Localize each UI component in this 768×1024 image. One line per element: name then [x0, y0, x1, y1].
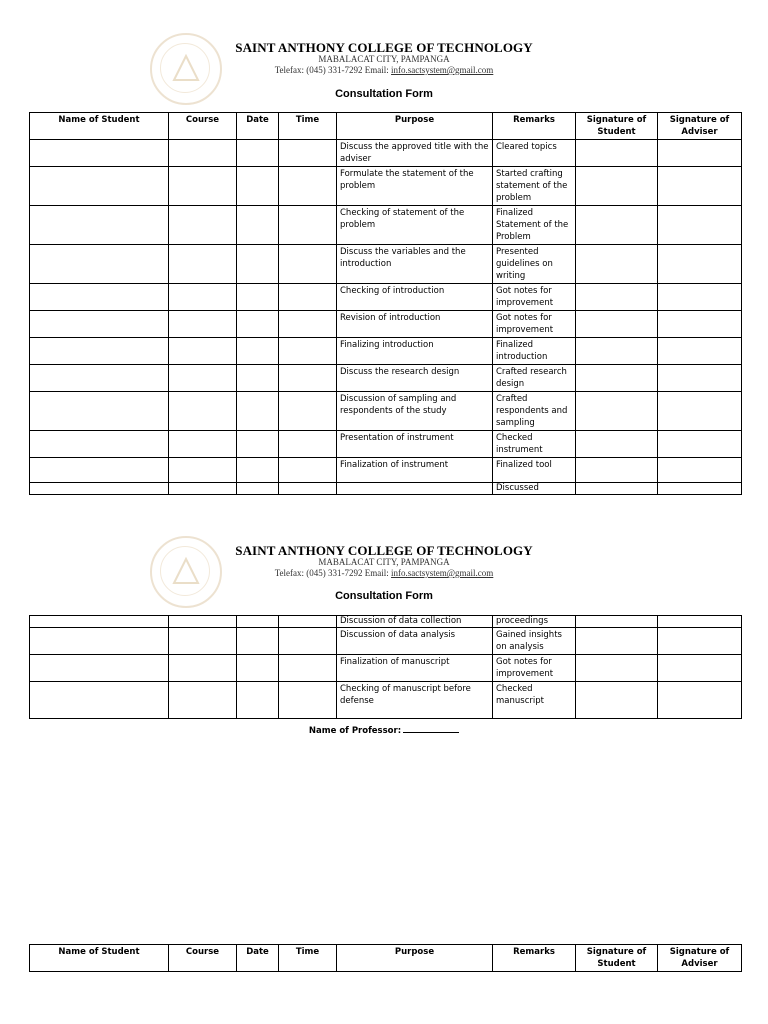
- college-location: MABALACAT CITY, PAMPANGA: [318, 557, 450, 567]
- col-header-time: Time: [279, 945, 337, 972]
- cell-course[interactable]: [169, 311, 237, 338]
- consultation-table-page-3: [29, 944, 742, 972]
- cell-adviser-signature[interactable]: [658, 206, 742, 245]
- cell-remarks: Gained insights on analysis: [493, 628, 576, 655]
- col-header-student-signature: Signature of Student: [576, 113, 658, 140]
- cell-adviser-signature[interactable]: [658, 338, 742, 365]
- cell-student-signature[interactable]: [576, 458, 658, 483]
- cell-adviser-signature[interactable]: [658, 628, 742, 655]
- cell-adviser-signature[interactable]: [658, 655, 742, 682]
- col-header-adviser-signature: Signature of Adviser: [658, 945, 742, 972]
- professor-label: Name of Professor:: [308, 726, 402, 736]
- col-header-date: Date: [237, 945, 279, 972]
- cell-remarks: Finalized introduction: [493, 338, 576, 365]
- cell-name[interactable]: [30, 167, 169, 206]
- table-row: [30, 365, 742, 392]
- cell-course[interactable]: [169, 365, 237, 392]
- contact-email-link[interactable]: info.sactsystem@gmail.com: [391, 65, 494, 75]
- cell-course[interactable]: [169, 206, 237, 245]
- cell-purpose: Discuss the approved title with the adviser: [337, 140, 493, 167]
- cell-time[interactable]: [279, 655, 337, 682]
- cell-purpose: Discuss the research design: [337, 365, 493, 392]
- cell-time[interactable]: [279, 284, 337, 311]
- cell-purpose: Discussion of data analysis: [337, 628, 493, 655]
- cell-time[interactable]: [279, 431, 337, 458]
- col-header-course: Course: [169, 113, 237, 140]
- cell-date[interactable]: [237, 628, 279, 655]
- cell-date[interactable]: [237, 655, 279, 682]
- table-row: [30, 458, 742, 483]
- cell-purpose: [337, 483, 493, 495]
- table-row: [30, 616, 742, 628]
- cell-student-signature[interactable]: [576, 167, 658, 206]
- cell-remarks: Got notes for improvement: [493, 284, 576, 311]
- cell-course[interactable]: [169, 284, 237, 311]
- college-name: SAINT ANTHONY COLLEGE OF TECHNOLOGY: [235, 40, 533, 55]
- cell-student-signature[interactable]: [576, 311, 658, 338]
- cell-adviser-signature[interactable]: [658, 284, 742, 311]
- consultation-table: [29, 112, 742, 495]
- cell-remarks: Discussed: [493, 483, 576, 495]
- cell-adviser-signature[interactable]: [658, 431, 742, 458]
- cell-time[interactable]: [279, 392, 337, 431]
- table-row: [30, 311, 742, 338]
- cell-student-signature[interactable]: [576, 682, 658, 719]
- cell-adviser-signature[interactable]: [658, 245, 742, 284]
- cell-purpose: Discuss the variables and the introduction: [337, 245, 493, 284]
- cell-purpose: Formulate the statement of the problem: [337, 167, 493, 206]
- cell-purpose: Finalization of manuscript: [337, 655, 493, 682]
- table-row: [30, 167, 742, 206]
- table-row: [30, 655, 742, 682]
- col-header-purpose: Purpose: [337, 945, 493, 972]
- cell-course[interactable]: [169, 392, 237, 431]
- col-header-name: Name of Student: [30, 113, 169, 140]
- col-header-student-signature: Signature of Student: [576, 945, 658, 972]
- table-row: [30, 628, 742, 655]
- cell-student-signature[interactable]: [576, 483, 658, 495]
- cell-date[interactable]: [237, 616, 279, 628]
- cell-name[interactable]: [30, 655, 169, 682]
- table-row: [30, 431, 742, 458]
- professor-name-field: [0, 724, 768, 736]
- cell-date[interactable]: [237, 206, 279, 245]
- cell-purpose: Checking of statement of the problem: [337, 206, 493, 245]
- cell-course[interactable]: [169, 245, 237, 284]
- cell-adviser-signature[interactable]: [658, 365, 742, 392]
- table-row: [30, 483, 742, 495]
- table-row: [30, 140, 742, 167]
- college-contact: [0, 65, 768, 75]
- cell-purpose: Checking of manuscript before defense: [337, 682, 493, 719]
- cell-remarks: Got notes for improvement: [493, 655, 576, 682]
- college-name: SAINT ANTHONY COLLEGE OF TECHNOLOGY: [235, 543, 533, 558]
- cell-name[interactable]: [30, 458, 169, 483]
- form-title: Consultation Form: [335, 88, 433, 100]
- cell-name[interactable]: [30, 245, 169, 284]
- cell-time[interactable]: [279, 365, 337, 392]
- cell-date[interactable]: [237, 392, 279, 431]
- cell-remarks: Finalized tool: [493, 458, 576, 483]
- cell-student-signature[interactable]: [576, 338, 658, 365]
- contact-email-link[interactable]: info.sactsystem@gmail.com: [391, 568, 494, 578]
- form-title: Consultation Form: [335, 590, 433, 602]
- cell-name[interactable]: [30, 616, 169, 628]
- table-row: [30, 682, 742, 719]
- cell-course[interactable]: [169, 458, 237, 483]
- cell-date[interactable]: [237, 338, 279, 365]
- cell-name[interactable]: [30, 682, 169, 719]
- cell-date[interactable]: [237, 458, 279, 483]
- col-header-adviser-signature: Signature of Adviser: [658, 113, 742, 140]
- cell-remarks: Checked manuscript: [493, 682, 576, 719]
- cell-purpose: Discussion of sampling and respondents of the study: [337, 392, 493, 431]
- col-header-purpose: Purpose: [337, 113, 493, 140]
- cell-course[interactable]: [169, 483, 237, 495]
- contact-telefax: Telefax: (045) 331-7292 Email:: [274, 568, 392, 578]
- cell-date[interactable]: [237, 245, 279, 284]
- cell-student-signature[interactable]: [576, 245, 658, 284]
- consultation-table-continued: [29, 615, 742, 719]
- cell-name[interactable]: [30, 140, 169, 167]
- cell-adviser-signature[interactable]: [658, 483, 742, 495]
- cell-name[interactable]: [30, 284, 169, 311]
- cell-time[interactable]: [279, 616, 337, 628]
- cell-remarks: Crafted respondents and sampling: [493, 392, 576, 431]
- table-row: [30, 206, 742, 245]
- cell-purpose: Revision of introduction: [337, 311, 493, 338]
- cell-date[interactable]: [237, 167, 279, 206]
- cell-course[interactable]: [169, 140, 237, 167]
- cell-adviser-signature[interactable]: [658, 140, 742, 167]
- cell-remarks: Started crafting statement of the problem: [493, 167, 576, 206]
- cell-purpose: Discussion of data collection: [337, 616, 493, 628]
- cell-adviser-signature[interactable]: [658, 616, 742, 628]
- cell-adviser-signature[interactable]: [658, 682, 742, 719]
- cell-time[interactable]: [279, 628, 337, 655]
- college-contact: [0, 568, 768, 578]
- cell-date[interactable]: [237, 365, 279, 392]
- cell-remarks: Cleared topics: [493, 140, 576, 167]
- cell-purpose: Finalizing introduction: [337, 338, 493, 365]
- table-row: [30, 284, 742, 311]
- cell-student-signature[interactable]: [576, 140, 658, 167]
- table-header-row: [30, 113, 742, 140]
- col-header-date: Date: [237, 113, 279, 140]
- cell-name[interactable]: [30, 392, 169, 431]
- cell-course[interactable]: [169, 431, 237, 458]
- cell-student-signature[interactable]: [576, 616, 658, 628]
- cell-remarks: proceedings: [493, 616, 576, 628]
- cell-student-signature[interactable]: [576, 365, 658, 392]
- cell-name[interactable]: [30, 206, 169, 245]
- cell-time[interactable]: [279, 167, 337, 206]
- cell-remarks: Crafted research design: [493, 365, 576, 392]
- col-header-time: Time: [279, 113, 337, 140]
- cell-date[interactable]: [237, 140, 279, 167]
- cell-name[interactable]: [30, 628, 169, 655]
- cell-name[interactable]: [30, 483, 169, 495]
- col-header-course: Course: [169, 945, 237, 972]
- cell-adviser-signature[interactable]: [658, 311, 742, 338]
- cell-student-signature[interactable]: [576, 392, 658, 431]
- cell-adviser-signature[interactable]: [658, 392, 742, 431]
- cell-student-signature[interactable]: [576, 655, 658, 682]
- table-row: [30, 245, 742, 284]
- cell-student-signature[interactable]: [576, 284, 658, 311]
- col-header-name: Name of Student: [30, 945, 169, 972]
- cell-time[interactable]: [279, 206, 337, 245]
- cell-student-signature[interactable]: [576, 628, 658, 655]
- cell-student-signature[interactable]: [576, 206, 658, 245]
- cell-remarks: Finalized Statement of the Problem: [493, 206, 576, 245]
- cell-time[interactable]: [279, 140, 337, 167]
- cell-time[interactable]: [279, 245, 337, 284]
- college-location: MABALACAT CITY, PAMPANGA: [318, 54, 450, 64]
- cell-purpose: Finalization of instrument: [337, 458, 493, 483]
- cell-remarks: Checked instrument: [493, 431, 576, 458]
- table-row: [30, 338, 742, 365]
- cell-date[interactable]: [237, 431, 279, 458]
- contact-telefax: Telefax: (045) 331-7292 Email:: [274, 65, 392, 75]
- cell-time[interactable]: [279, 682, 337, 719]
- cell-adviser-signature[interactable]: [658, 458, 742, 483]
- cell-course[interactable]: [169, 616, 237, 628]
- cell-course[interactable]: [169, 628, 237, 655]
- col-header-remarks: Remarks: [493, 113, 576, 140]
- col-header-remarks: Remarks: [493, 945, 576, 972]
- professor-signature-line[interactable]: [403, 724, 459, 733]
- cell-name[interactable]: [30, 338, 169, 365]
- cell-student-signature[interactable]: [576, 431, 658, 458]
- cell-time[interactable]: [279, 458, 337, 483]
- cell-time[interactable]: [279, 483, 337, 495]
- cell-date[interactable]: [237, 483, 279, 495]
- cell-purpose: Presentation of instrument: [337, 431, 493, 458]
- cell-time[interactable]: [279, 311, 337, 338]
- cell-time[interactable]: [279, 338, 337, 365]
- cell-adviser-signature[interactable]: [658, 167, 742, 206]
- table-row: [30, 392, 742, 431]
- cell-course[interactable]: [169, 167, 237, 206]
- cell-remarks: Presented guidelines on writing: [493, 245, 576, 284]
- cell-date[interactable]: [237, 682, 279, 719]
- cell-course[interactable]: [169, 338, 237, 365]
- cell-course[interactable]: [169, 655, 237, 682]
- cell-purpose: Checking of introduction: [337, 284, 493, 311]
- cell-remarks: Got notes for improvement: [493, 311, 576, 338]
- cell-name[interactable]: [30, 365, 169, 392]
- cell-date[interactable]: [237, 311, 279, 338]
- cell-date[interactable]: [237, 284, 279, 311]
- cell-name[interactable]: [30, 311, 169, 338]
- cell-course[interactable]: [169, 682, 237, 719]
- cell-name[interactable]: [30, 431, 169, 458]
- table-header-row: [30, 945, 742, 972]
